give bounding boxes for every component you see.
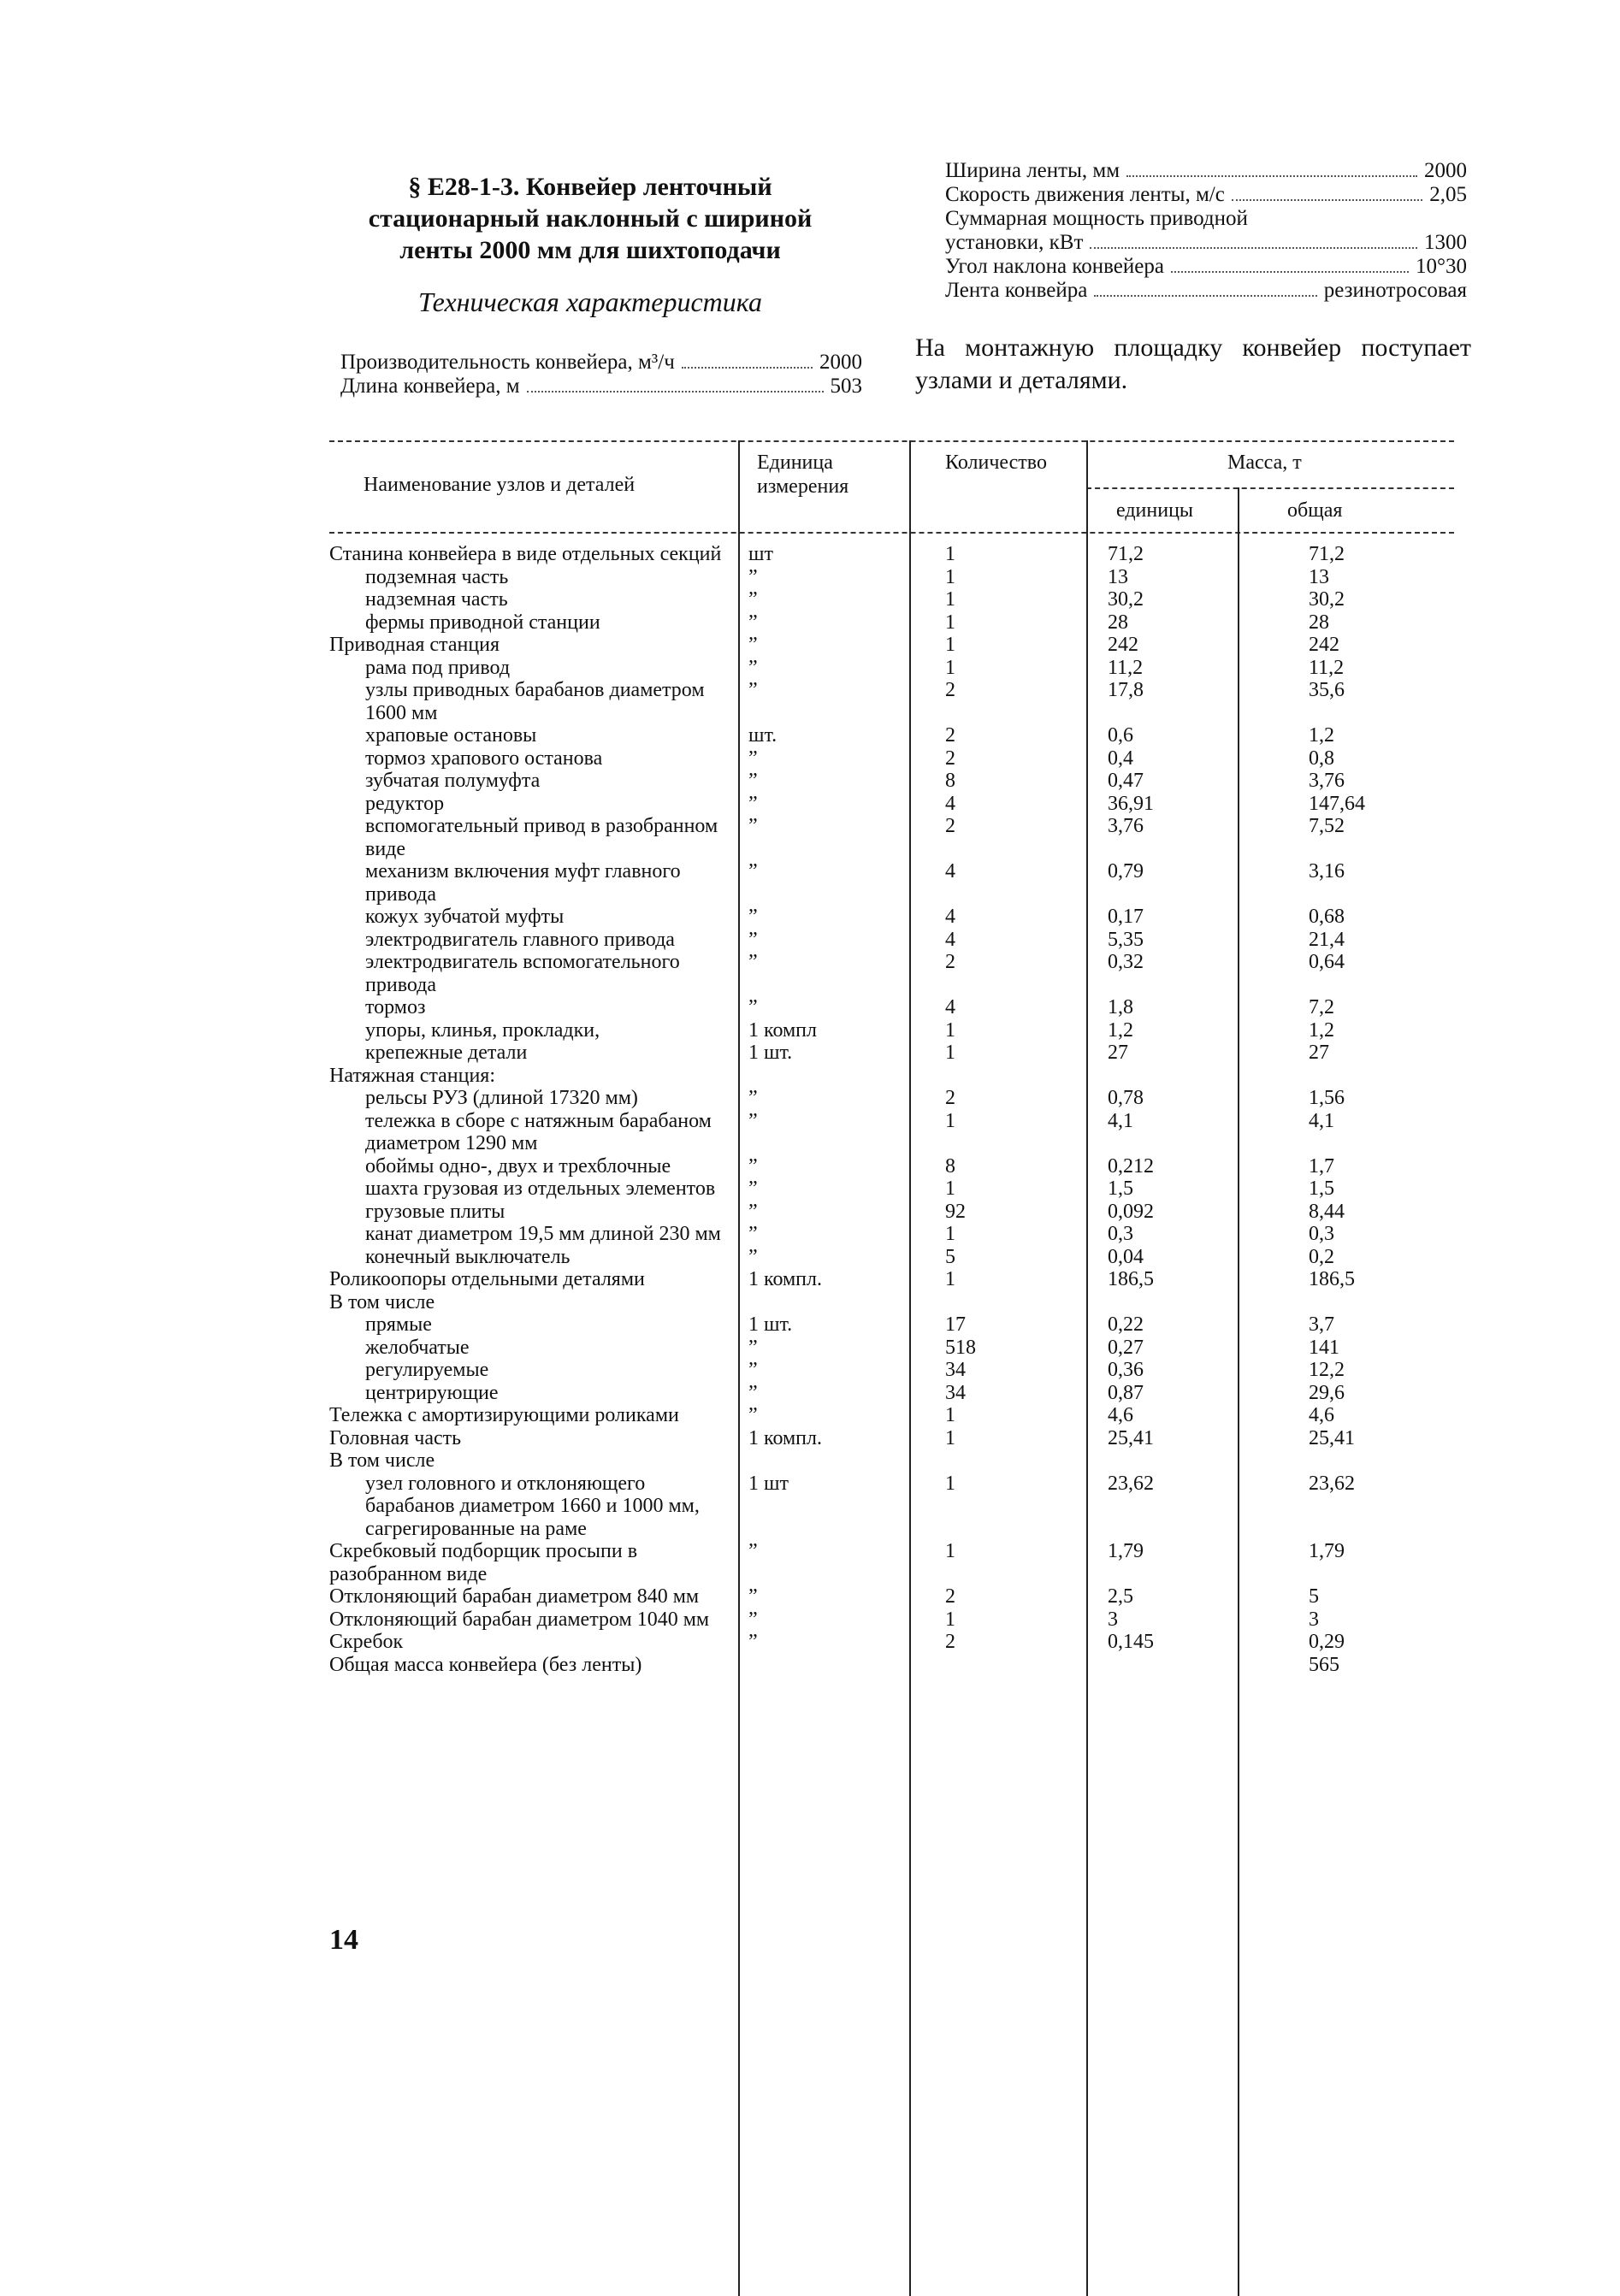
row-unit-mass: 0,36: [1108, 1359, 1144, 1381]
row-unit-mass: 30,2: [1108, 588, 1144, 611]
row-unit: ”: [748, 1381, 758, 1404]
row-total-mass: 1,2: [1309, 1018, 1334, 1042]
row-total-mass: 4,6: [1309, 1404, 1334, 1426]
row-name: В том числе: [329, 1290, 435, 1313]
table-row: [329, 1291, 1454, 1314]
table-row: [329, 996, 1454, 1019]
row-quantity: 1: [945, 1404, 955, 1426]
row-quantity: 4: [945, 860, 955, 882]
table-row: [329, 1065, 1454, 1088]
header-name: Наименование узлов и деталей: [364, 474, 636, 496]
row-unit-mass: 1,79: [1108, 1540, 1144, 1562]
row-unit: ”: [748, 1087, 758, 1109]
row-quantity: 1: [945, 1042, 955, 1064]
spec-label: Производительность конвейера, м³/ч: [340, 351, 675, 374]
row-total-mass: [1270, 1449, 1454, 1473]
specs-right: [945, 159, 1467, 303]
row-name: зубчатая полумуфта: [365, 770, 541, 792]
row-name: Общая масса конвейера (без ленты): [329, 1653, 642, 1676]
row-quantity: 2: [945, 1631, 955, 1653]
row-total-mass: 0,3: [1309, 1223, 1334, 1245]
row-name: Тележка с амортизирующими роликами: [329, 1404, 679, 1426]
row-total-mass: 1,5: [1309, 1178, 1334, 1200]
row-total-mass: 29,6: [1309, 1381, 1345, 1404]
row-unit: 1 шт: [748, 1472, 789, 1495]
row-total-mass: 0,64: [1309, 951, 1345, 973]
row-name: прямые: [365, 1313, 432, 1336]
row-quantity: 1: [945, 1109, 955, 1132]
row-name: электродвигатель вспомогательного привода: [365, 951, 680, 996]
table-row: [329, 1223, 1454, 1246]
spec-row: [945, 231, 1467, 255]
spec-value: 1300: [1424, 231, 1467, 254]
row-total-mass: 1,56: [1309, 1087, 1345, 1109]
row-unit-mass: 242: [1108, 634, 1138, 656]
row-unit: ”: [748, 679, 758, 701]
row-name: В том числе: [329, 1449, 435, 1472]
table-top-rule: [329, 440, 1454, 442]
row-total-mass: 1,7: [1309, 1154, 1334, 1178]
table-row: [329, 1042, 1454, 1065]
page-number: 14: [329, 1924, 358, 1956]
row-name: крепежные детали: [365, 1042, 528, 1064]
row-quantity: 4: [945, 928, 955, 951]
row-unit: ”: [748, 1154, 758, 1178]
delivery-note: На монтажную площадку конвейер поступает узлами и деталями.: [915, 333, 1471, 394]
row-unit-mass: 25,41: [1108, 1426, 1154, 1449]
leader-dots: [527, 391, 824, 393]
spec-row: [945, 159, 1467, 183]
row-unit-mass: 0,27: [1108, 1336, 1144, 1359]
row-unit-mass: 5,35: [1108, 928, 1144, 951]
row-quantity: 1: [945, 1223, 955, 1245]
spec-value: 2000: [1424, 159, 1467, 182]
row-quantity: 1: [945, 1268, 955, 1290]
table-body: [329, 543, 1454, 1676]
row-unit-mass: 0,47: [1108, 770, 1144, 792]
row-total-mass: 3,76: [1309, 770, 1345, 792]
spec-value: 2000: [819, 351, 862, 374]
spec-value: 503: [830, 375, 862, 398]
header-mass-unit: единицы: [1116, 499, 1194, 522]
spec-label: Суммарная мощность приводной: [945, 207, 1248, 230]
row-quantity: 4: [945, 792, 955, 815]
row-total-mass: [1270, 1291, 1454, 1314]
row-name: Головная часть: [329, 1426, 462, 1449]
row-name: тормоз: [365, 996, 426, 1018]
row-quantity: [911, 1449, 1099, 1473]
row-unit: ”: [748, 1608, 758, 1631]
table-row: [329, 543, 1454, 566]
row-unit-mass: 71,2: [1108, 543, 1144, 565]
row-name: Натяжная станция:: [329, 1064, 496, 1087]
row-unit: шт: [748, 543, 773, 565]
table-row: [329, 1382, 1454, 1405]
table-row: [329, 1313, 1454, 1337]
table-row: [329, 1178, 1454, 1201]
row-unit: ”: [748, 1540, 758, 1562]
row-total-mass: 71,2: [1309, 543, 1345, 565]
row-name: вспомогательный привод в разобранном виде: [365, 815, 718, 860]
header-qty: Количество: [945, 452, 1047, 474]
row-unit: ”: [748, 1359, 758, 1381]
row-unit-mass: 1,2: [1108, 1018, 1133, 1042]
row-unit-mass: 0,3: [1108, 1223, 1133, 1245]
row-unit-mass: 23,62: [1108, 1472, 1154, 1495]
spec-label: Лента конвейра: [945, 279, 1088, 302]
row-name: кожух зубчатой муфты: [365, 906, 565, 928]
row-total-mass: 0,2: [1309, 1245, 1334, 1268]
row-unit-mass: 13: [1108, 565, 1128, 588]
table-row: [329, 1019, 1454, 1042]
row-total-mass: 1,2: [1309, 724, 1334, 747]
row-unit-mass: 28: [1108, 611, 1128, 634]
row-unit-mass: 0,04: [1108, 1245, 1144, 1268]
row-unit-mass: 0,6: [1108, 724, 1133, 747]
row-unit-mass: [1099, 1654, 1270, 1677]
row-total-mass: 13: [1309, 565, 1329, 588]
row-name: узел головного и отклоняющего барабанов диаметром 1660 и 1000 мм, сагрегированные на раме: [365, 1472, 700, 1540]
row-name: узлы приводных барабанов диаметром 1600 мм: [365, 679, 705, 724]
row-total-mass: 186,5: [1309, 1268, 1355, 1290]
row-unit-mass: 0,78: [1108, 1087, 1144, 1109]
row-unit: 1 компл.: [748, 1268, 822, 1290]
row-quantity: 92: [945, 1200, 966, 1223]
row-name: механизм включения муфт главного привода: [365, 860, 681, 906]
row-unit: ”: [748, 1200, 758, 1223]
row-total-mass: 12,2: [1309, 1359, 1345, 1381]
row-name: фермы приводной станции: [365, 611, 600, 634]
row-quantity: 34: [945, 1381, 966, 1404]
row-quantity: 8: [945, 1154, 955, 1178]
row-quantity: 4: [945, 906, 955, 928]
row-name: рельсы РУЗ (длиной 17320 мм): [365, 1087, 638, 1109]
row-unit: ”: [748, 656, 758, 679]
row-quantity: 1: [945, 1018, 955, 1042]
row-name: электродвигатель главного привода: [365, 928, 675, 951]
row-unit-mass: 186,5: [1108, 1268, 1154, 1290]
row-unit: ”: [748, 1223, 758, 1245]
row-quantity: 2: [945, 747, 955, 770]
row-total-mass: 25,41: [1309, 1426, 1355, 1449]
spec-row: [945, 279, 1467, 303]
row-quantity: [911, 1065, 1099, 1088]
row-unit-mass: 0,32: [1108, 951, 1144, 973]
row-unit: ”: [748, 860, 758, 882]
leader-dots: [682, 367, 813, 369]
row-unit: [740, 1291, 911, 1314]
row-total-mass: 7,52: [1309, 815, 1345, 837]
row-unit-mass: 0,87: [1108, 1381, 1144, 1404]
row-unit: ”: [748, 634, 758, 656]
row-name: тележка в сборе с натяжным барабаном диаметром 1290 мм: [365, 1109, 712, 1154]
table-row: [329, 815, 1454, 860]
row-total-mass: 5: [1309, 1585, 1319, 1608]
row-total-mass: 35,6: [1309, 679, 1345, 701]
row-quantity: 2: [945, 1585, 955, 1608]
leader-dots: [1126, 175, 1417, 177]
row-quantity: 2: [945, 724, 955, 747]
row-name: храповые остановы: [365, 724, 537, 747]
row-total-mass: 27: [1309, 1042, 1329, 1064]
row-total-mass: 0,8: [1309, 747, 1334, 770]
row-unit: ”: [748, 611, 758, 634]
row-total-mass: 242: [1309, 634, 1339, 656]
row-unit-mass: 17,8: [1108, 679, 1144, 701]
leader-dots: [1090, 247, 1417, 249]
row-unit: ”: [748, 815, 758, 837]
row-name: Отклоняющий барабан диаметром 840 мм: [329, 1585, 700, 1608]
table-row: [329, 611, 1454, 634]
spec-value: 2,05: [1429, 183, 1467, 206]
table-row: [329, 634, 1454, 657]
row-unit: ”: [748, 928, 758, 951]
row-name: подземная часть: [365, 565, 509, 588]
row-quantity: 1: [945, 1540, 955, 1562]
row-total-mass: 4,1: [1309, 1109, 1334, 1132]
row-name: регулируемые: [365, 1359, 489, 1381]
row-name: тормоз храпового останова: [365, 747, 603, 770]
row-total-mass: 21,4: [1309, 928, 1345, 951]
row-quantity: 5: [945, 1245, 955, 1268]
row-unit-mass: [1099, 1291, 1270, 1314]
row-total-mass: 3,7: [1309, 1313, 1334, 1336]
row-total-mass: 0,29: [1309, 1631, 1345, 1653]
row-unit: 1 компл: [748, 1018, 817, 1042]
row-unit: шт.: [748, 724, 777, 747]
row-name: упоры, клинья, прокладки,: [365, 1018, 600, 1042]
spec-label: Угол наклона конвейера: [945, 255, 1164, 278]
spec-row: [945, 183, 1467, 207]
row-unit-mass: 1,8: [1108, 996, 1133, 1018]
table-row: [329, 1404, 1454, 1427]
row-quantity: 2: [945, 679, 955, 701]
row-unit: ”: [748, 588, 758, 611]
table-row: [329, 1110, 1454, 1155]
row-quantity: 1: [945, 634, 955, 656]
row-quantity: [911, 1654, 1099, 1677]
row-unit-mass: 3,76: [1108, 815, 1144, 837]
row-unit: 1 компл.: [748, 1426, 822, 1449]
row-name: редуктор: [365, 792, 445, 815]
table-row: [329, 1268, 1454, 1291]
spec-row: [340, 375, 862, 398]
row-unit: ”: [748, 1631, 758, 1653]
row-total-mass: 28: [1309, 611, 1329, 634]
row-unit: ”: [748, 1109, 758, 1132]
spec-row: [945, 255, 1467, 279]
header-mass-total: общая: [1287, 499, 1343, 522]
table-row: [329, 906, 1454, 929]
table-row: [329, 793, 1454, 816]
row-quantity: 518: [945, 1336, 976, 1359]
row-total-mass: 1,79: [1309, 1540, 1345, 1562]
table-row: [329, 657, 1454, 680]
leader-dots: [1232, 199, 1422, 201]
table-row: [329, 929, 1454, 952]
row-total-mass: 11,2: [1309, 656, 1345, 679]
spec-label: установки, кВт: [945, 231, 1084, 254]
row-unit: ”: [748, 565, 758, 588]
spec-row: [945, 207, 1467, 231]
row-total-mass: 3,16: [1309, 860, 1345, 882]
row-unit: ”: [748, 1336, 758, 1359]
row-total-mass: 30,2: [1309, 588, 1345, 611]
row-quantity: 1: [945, 1426, 955, 1449]
row-name: канат диаметром 19,5 мм длиной 230 мм: [365, 1223, 721, 1245]
table-row: [329, 951, 1454, 996]
row-name: шахта грузовая из отдельных элементов: [365, 1178, 716, 1200]
row-quantity: 17: [945, 1313, 966, 1336]
row-unit: ”: [748, 1178, 758, 1200]
table-row: [329, 1654, 1454, 1677]
row-unit: ”: [748, 747, 758, 770]
row-total-mass: [1270, 1065, 1454, 1088]
row-unit-mass: 0,212: [1108, 1154, 1154, 1178]
row-quantity: 2: [945, 951, 955, 973]
row-name: грузовые плиты: [365, 1200, 506, 1223]
row-unit: ”: [748, 1585, 758, 1608]
table-row: [329, 747, 1454, 770]
row-unit-mass: 4,1: [1108, 1109, 1133, 1132]
specs-left: [340, 351, 862, 398]
table-row: [329, 1585, 1454, 1608]
row-quantity: 1: [945, 1472, 955, 1495]
row-total-mass: 147,64: [1309, 792, 1365, 815]
table-row: [329, 1449, 1454, 1473]
row-unit: [740, 1654, 911, 1677]
row-total-mass: 3: [1309, 1608, 1319, 1631]
row-unit-mass: 0,145: [1108, 1631, 1154, 1653]
row-total-mass: 565: [1309, 1653, 1339, 1676]
row-name: конечный выключатель: [365, 1245, 571, 1268]
leader-dots: [1171, 271, 1409, 273]
row-name: Отклоняющий барабан диаметром 1040 мм: [329, 1608, 710, 1631]
row-total-mass: 7,2: [1309, 996, 1334, 1018]
row-unit-mass: 2,5: [1108, 1585, 1133, 1608]
spec-value: резинотросовая: [1323, 279, 1467, 302]
section-subtitle: Техническая характеристика: [418, 286, 762, 317]
table-row: [329, 1631, 1454, 1654]
table-row: [329, 566, 1454, 589]
header-unit: Единица измерения: [757, 452, 849, 498]
table-row: [329, 1246, 1454, 1269]
row-quantity: 1: [945, 565, 955, 588]
spec-label: Скорость движения ленты, м/с: [945, 183, 1225, 206]
row-total-mass: 141: [1309, 1336, 1339, 1359]
row-name: центрирующие: [365, 1381, 499, 1404]
row-quantity: 1: [945, 543, 955, 565]
row-name: Скребковый подборщик просыпи в разобранном виде: [329, 1540, 638, 1585]
table-row: [329, 1359, 1454, 1382]
row-unit: [740, 1065, 911, 1088]
row-unit-mass: 27: [1108, 1042, 1128, 1064]
table-row: [329, 860, 1454, 906]
row-unit-mass: 0,79: [1108, 860, 1144, 882]
table-row: [329, 679, 1454, 724]
spec-row: [340, 351, 862, 375]
row-unit-mass: 0,4: [1108, 747, 1133, 770]
row-total-mass: 8,44: [1309, 1200, 1345, 1223]
row-unit: 1 шт.: [748, 1042, 793, 1064]
row-unit-mass: 0,22: [1108, 1313, 1144, 1336]
row-quantity: 1: [945, 588, 955, 611]
row-unit-mass: 4,6: [1108, 1404, 1133, 1426]
table-row: [329, 1540, 1454, 1585]
table-row: [329, 770, 1454, 793]
table-row: [329, 1427, 1454, 1450]
row-name: желобчатые: [365, 1336, 470, 1359]
row-unit-mass: 1,5: [1108, 1178, 1133, 1200]
row-unit: ”: [748, 1404, 758, 1426]
table-row: [329, 1473, 1454, 1541]
row-name: Приводная станция: [329, 634, 500, 656]
row-quantity: 4: [945, 996, 955, 1018]
leader-dots: [1094, 295, 1316, 297]
table-row: [329, 724, 1454, 747]
row-quantity: 1: [945, 1178, 955, 1200]
row-unit: ”: [748, 906, 758, 928]
table-header-rule: [329, 532, 1454, 534]
row-unit: 1 шт.: [748, 1313, 793, 1336]
row-quantity: [911, 1291, 1099, 1314]
row-name: Роликоопоры отдельными деталями: [329, 1268, 645, 1290]
row-quantity: 2: [945, 815, 955, 837]
row-name: рама под привод: [365, 656, 511, 679]
row-total-mass: 0,68: [1309, 906, 1345, 928]
row-quantity: 8: [945, 770, 955, 792]
row-total-mass: 23,62: [1309, 1472, 1355, 1495]
row-quantity: 34: [945, 1359, 966, 1381]
table-row: [329, 588, 1454, 611]
row-name: обоймы одно-, двух и трехблочные: [365, 1154, 671, 1178]
row-name: надземная часть: [365, 588, 508, 611]
row-unit: ”: [748, 792, 758, 815]
row-unit-mass: 36,91: [1108, 792, 1154, 815]
row-quantity: 1: [945, 611, 955, 634]
row-unit-mass: 11,2: [1108, 656, 1144, 679]
table-row: [329, 1337, 1454, 1360]
row-unit: ”: [748, 1245, 758, 1268]
spec-label: Длина конвейера, м: [340, 375, 520, 398]
table-row: [329, 1155, 1454, 1178]
table-row: [329, 1608, 1454, 1632]
spec-label: Ширина ленты, мм: [945, 159, 1120, 182]
row-unit: [740, 1449, 911, 1473]
row-quantity: 1: [945, 1608, 955, 1631]
row-unit-mass: 0,092: [1108, 1200, 1154, 1223]
row-unit-mass: 3: [1108, 1608, 1118, 1631]
table-row: [329, 1201, 1454, 1224]
row-unit-mass: 0,17: [1108, 906, 1144, 928]
section-title: § Е28-1-3. Конвейер ленточный стационарный наклонный с шириной ленты 2000 мм для шихтоподачи: [368, 173, 813, 264]
row-unit-mass: [1099, 1449, 1270, 1473]
row-unit: ”: [748, 770, 758, 792]
spec-value: 10°30: [1416, 255, 1467, 278]
table-row: [329, 1087, 1454, 1110]
mass-subheader-rule: [1086, 487, 1454, 489]
row-unit-mass: [1099, 1065, 1270, 1088]
row-quantity: 1: [945, 656, 955, 679]
row-unit: ”: [748, 951, 758, 973]
row-name: Станина конвейера в виде отдельных секций: [329, 543, 722, 565]
header-mass: Масса, т: [1227, 452, 1302, 474]
row-unit: ”: [748, 996, 758, 1018]
row-name: Скребок: [329, 1631, 404, 1653]
row-quantity: 2: [945, 1087, 955, 1109]
